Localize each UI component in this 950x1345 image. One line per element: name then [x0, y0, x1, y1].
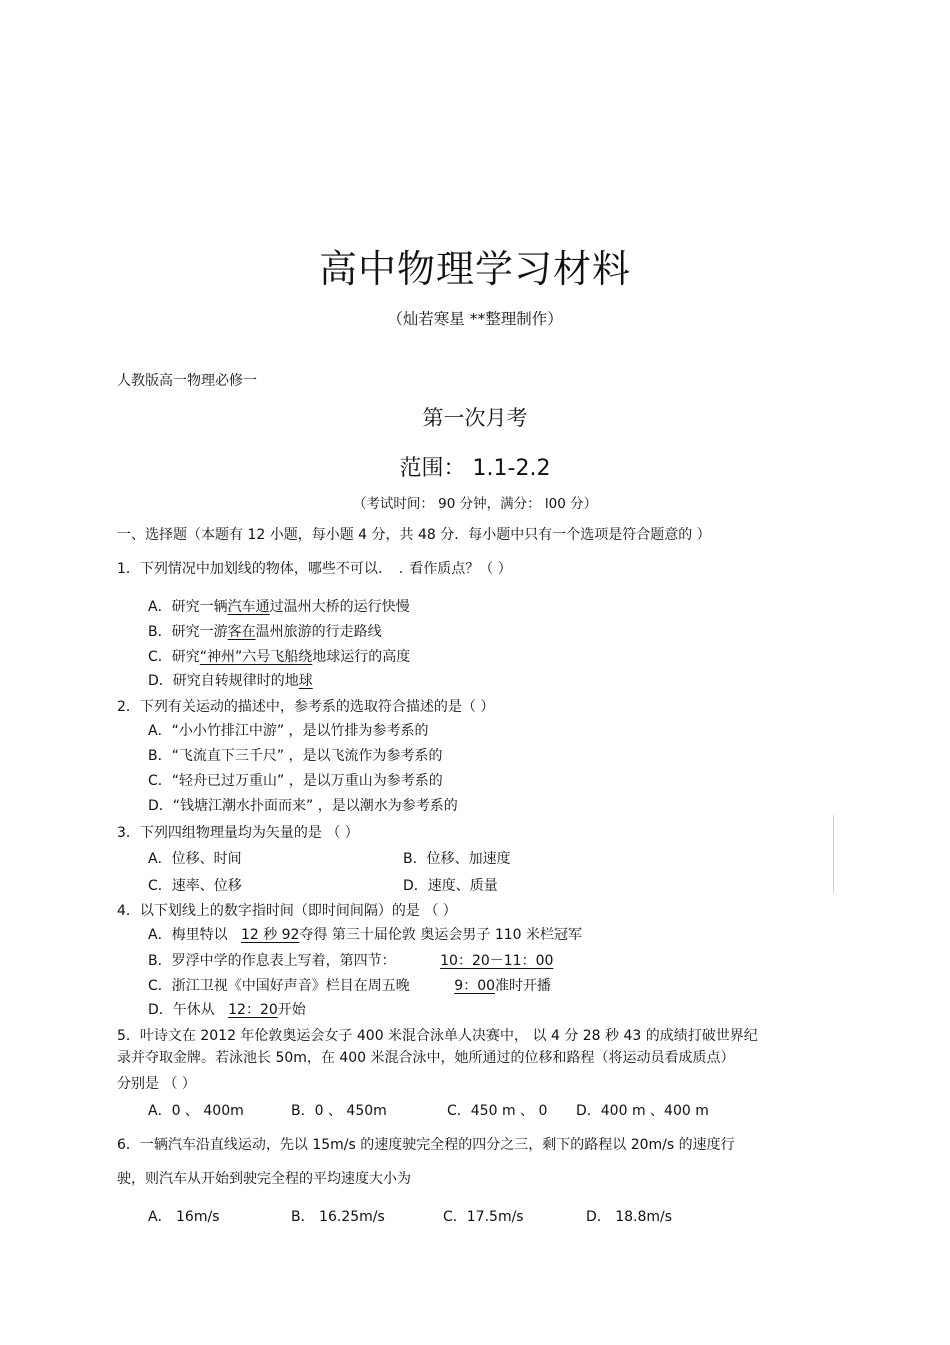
q4-a-post: 夺得 第三十届伦敦 奥运会男子 110 米栏冠军 — [299, 927, 582, 943]
q1-d-pre: D．研究自转规律时的地 — [148, 673, 299, 689]
q5-option-d: D．400 m 、400 m — [576, 1103, 709, 1119]
q3-option-b: B．位移、加速度 — [403, 851, 511, 867]
q1-stem-text-a: 1．下列情况中加划线的物体，哪些不可以 — [117, 561, 378, 577]
q3-option-d: D．速度、质量 — [403, 878, 498, 894]
course-name: 人教版高一物理必修一 — [117, 373, 257, 389]
q4-a-underlined: 12 秒 92 — [240, 927, 300, 943]
q5-stem-line2: 录并夺取金牌。若泳池长 50m，在 400 米混合泳中，她所通过的位移和路程（将运动员看成质点） — [117, 1050, 735, 1066]
q1-b-pre: B．研究一游 — [148, 624, 228, 640]
q6-option-a: A． 16m/s — [148, 1209, 220, 1225]
q1-a-underlined: 汽车通 — [227, 599, 270, 615]
q1-c-pre: C．研究 — [148, 649, 200, 665]
q4-b-underlined: 10：20－11：00 — [440, 953, 554, 969]
q5-stem-line3: 分别是 （ ） — [117, 1076, 196, 1092]
q1-option-c — [148, 646, 410, 666]
q4-option-a — [148, 924, 582, 944]
q3-option-a: A．位移、时间 — [148, 851, 242, 867]
q1-b-post: 温州旅游的行走路线 — [255, 624, 382, 640]
q1-stem-emphasis-dots: . . — [377, 561, 410, 577]
q2-stem: 2．下列有关运动的描述中，参考系的选取符合描述的是（ ） — [117, 699, 495, 715]
q5-option-a: A．0 、 400m — [148, 1103, 244, 1119]
q6-option-d: D． 18.8m/s — [586, 1209, 673, 1225]
q1-option-a — [148, 596, 410, 616]
q4-option-b — [148, 950, 553, 970]
q4-stem: 4．以下划线上的数字指时间（即时间间隔）的是 （ ） — [117, 903, 457, 919]
exam-title: 第一次月考 — [422, 406, 528, 430]
q6-option-b: B． 16.25m/s — [291, 1209, 385, 1225]
exam-time-info: （考试时间： 90 分钟，满分： l00 分） — [352, 496, 598, 512]
q3-stem: 3．下列四组物理量均为矢量的是 （ ） — [117, 825, 359, 841]
q4-a-pre: A．梅里特以 — [148, 927, 228, 943]
q4-option-d — [148, 999, 306, 1019]
q1-option-d — [148, 670, 327, 690]
q5-stem-line1: 5．叶诗文在 2012 年伦敦奥运会女子 400 米混合泳单人决赛中， 以 4 分 28 秒 43 的成绩打破世界纪 — [117, 1028, 758, 1044]
document-subtitle: （灿若寒星 **整理制作） — [387, 310, 563, 328]
q2-option-c: C．“轻舟已过万重山” ，是以万重山为参考系的 — [148, 773, 443, 789]
q3-option-c: C．速率、位移 — [148, 878, 242, 894]
section-heading: 一、选择题（本题有 12 小题，每小题 4 分，共 48 分．每小题中只有一个选项是符合题意的 ） — [117, 527, 711, 543]
q1-a-post: 过温州大桥的运行快慢 — [269, 599, 410, 615]
q4-d-post: 开始 — [277, 1002, 306, 1018]
q4-c-underlined: 9：00 — [454, 978, 496, 994]
q1-c-underlined: “神州”六号飞船绕 — [199, 649, 313, 665]
q6-stem-line2: 驶，则汽车从开始到驶完全程的平均速度大小为 — [117, 1171, 411, 1187]
margin-rule — [833, 815, 834, 893]
q1-b-underlined: 客在 — [227, 624, 256, 640]
document-title: 高中物理学习材料 — [318, 247, 631, 291]
q1-stem — [117, 558, 512, 578]
q2-option-a: A．“小小竹排江中游” ，是以竹排为参考系的 — [148, 723, 429, 739]
q1-c-post: 地球运行的高度 — [312, 649, 411, 665]
q5-option-b: B．0 、 450m — [291, 1103, 387, 1119]
q6-stem-line1: 6．一辆汽车沿直线运动，先以 15m/s 的速度驶完全程的四分之三，剩下的路程以 20m/s 的速度行 — [117, 1137, 735, 1153]
q4-option-c — [148, 975, 551, 995]
q1-stem-text-b: 看作质点？（ ） — [409, 561, 512, 577]
exam-range: 范围： 1.1-2.2 — [399, 456, 551, 481]
q1-option-b — [148, 621, 382, 641]
q1-d-underlined: 球 — [298, 673, 313, 689]
q5-option-c: C．450 m 、 0 — [447, 1103, 548, 1119]
q4-c-pre: C．浙江卫视《中国好声音》栏目在周五晚 — [148, 978, 410, 994]
q4-d-underlined: 12：20 — [228, 1002, 278, 1018]
q4-d-pre: D．午休从 — [148, 1002, 215, 1018]
q4-b-pre: B．罗浮中学的作息表上写着，第四节： — [148, 953, 396, 969]
q2-option-b: B．“飞流直下三千尺” ，是以飞流作为参考系的 — [148, 748, 443, 764]
q4-c-post: 准时开播 — [495, 978, 552, 994]
q6-option-c: C．17.5m/s — [443, 1209, 524, 1225]
q2-option-d: D．“钱塘江潮水扑面而来” ，是以潮水为参考系的 — [148, 798, 458, 814]
q1-a-pre: A．研究一辆 — [148, 599, 228, 615]
